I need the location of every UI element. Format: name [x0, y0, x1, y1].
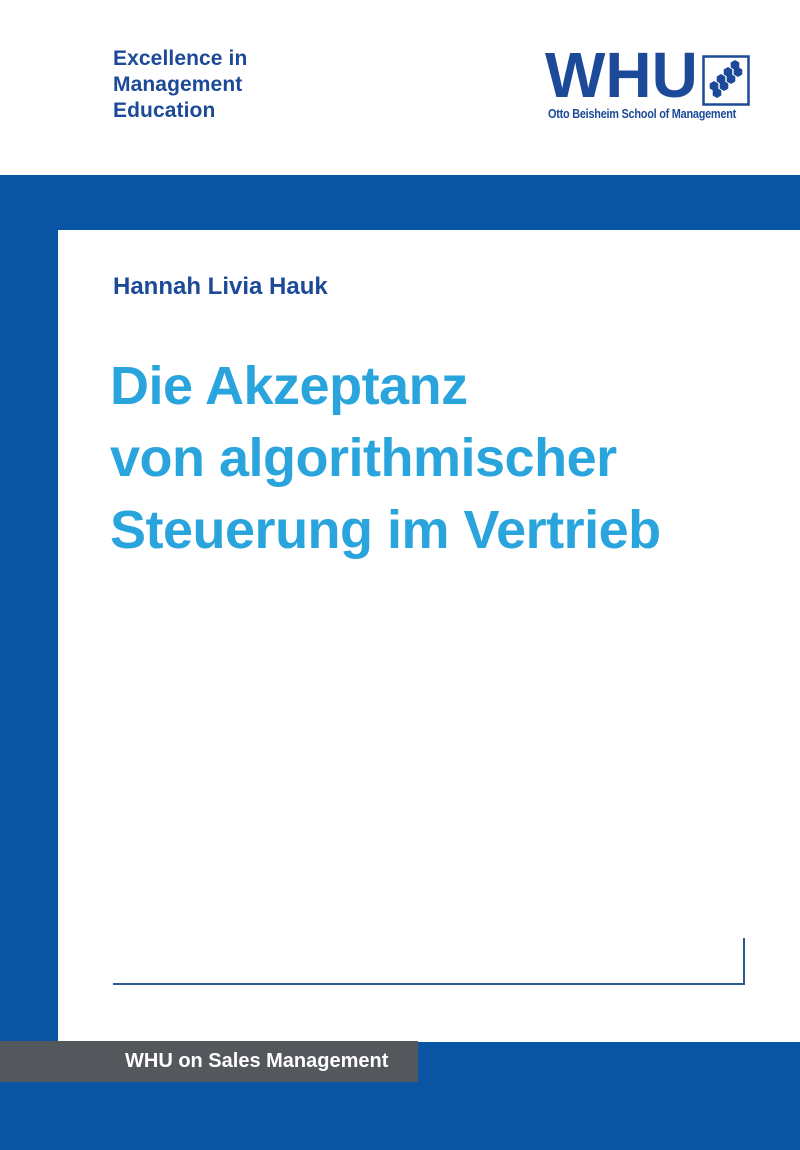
frame-left-band	[0, 175, 58, 1150]
book-title-line-3: Steuerung im Vertrieb	[110, 500, 661, 560]
staircase-cubes-icon	[702, 55, 750, 106]
tagline	[113, 46, 247, 124]
signature-rule-corner-bracket	[743, 938, 745, 985]
book-title-line-2: von algorithmischer	[110, 428, 617, 488]
frame-top-band	[0, 175, 800, 230]
whu-logo-wordmark: WHU	[545, 39, 698, 111]
tagline-line-2: Management	[113, 73, 243, 96]
series-banner	[0, 1041, 418, 1082]
author-name: Hannah Livia Hauk	[113, 273, 328, 300]
book-title	[110, 350, 661, 566]
book-title-line-1: Die Akzeptanz	[110, 356, 468, 416]
tagline-line-3: Education	[113, 99, 216, 122]
series-label: WHU on Sales Management	[125, 1050, 389, 1072]
tagline-line-1: Excellence in	[113, 47, 248, 70]
whu-logo-subtitle: Otto Beisheim School of Management	[548, 106, 737, 121]
signature-rule	[113, 983, 745, 985]
